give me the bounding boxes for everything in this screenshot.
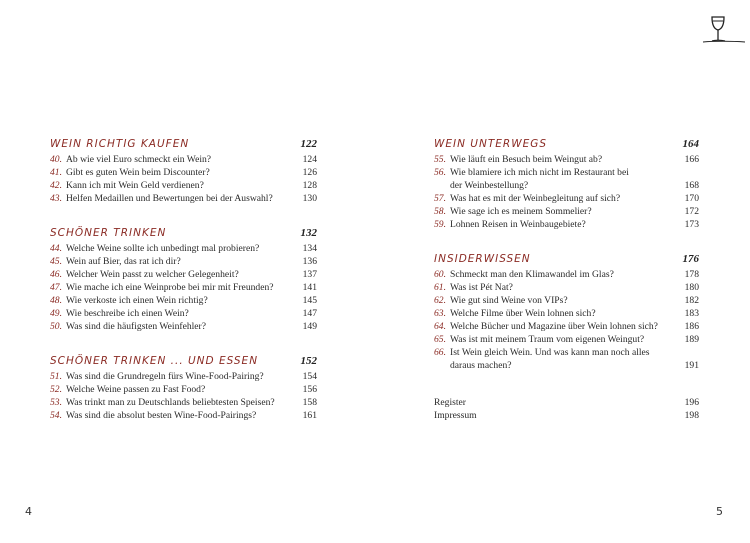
entry-page-number: 147 bbox=[302, 308, 317, 319]
entry-text: Was sind die absolut besten Wine-Food-Pairings? bbox=[66, 410, 257, 421]
entry-text: Was ist Pét Nat? bbox=[450, 282, 513, 293]
toc-section bbox=[50, 225, 317, 333]
entry-question bbox=[50, 281, 274, 294]
wine-glass-icon bbox=[702, 14, 746, 48]
entry-question bbox=[50, 242, 259, 255]
toc-entry bbox=[50, 294, 317, 307]
toc-entry bbox=[434, 205, 699, 218]
toc-section bbox=[434, 251, 699, 372]
toc-entry bbox=[50, 179, 317, 192]
toc-entry bbox=[50, 153, 317, 166]
entry-text: Ist Wein gleich Wein. Und was kann man noch alles bbox=[450, 347, 650, 358]
entry-text: Wie blamiere ich mich nicht im Restaurant bei bbox=[450, 167, 629, 178]
toc-left-column bbox=[50, 136, 317, 442]
entry-page-number: 134 bbox=[302, 243, 317, 254]
section-heading bbox=[434, 136, 699, 152]
entry-text: Was sind die Grundregeln fürs Wine-Food-Pairing? bbox=[66, 371, 264, 382]
entry-number: 46. bbox=[50, 269, 62, 280]
entry-page-number: 170 bbox=[684, 193, 699, 204]
entry-text: Was sind die häufigsten Weinfehler? bbox=[66, 321, 207, 332]
entry-page-number: 136 bbox=[302, 256, 317, 267]
entry-question bbox=[434, 294, 568, 307]
entry-page-number: 173 bbox=[684, 219, 699, 230]
entry-page-number: 168 bbox=[684, 180, 699, 191]
toc-entry bbox=[50, 396, 317, 409]
entry-text: Welche Weine passen zu Fast Food? bbox=[66, 384, 206, 395]
entry-text: Ab wie viel Euro schmeckt ein Wein? bbox=[66, 154, 212, 165]
entry-page-number: 178 bbox=[684, 269, 699, 280]
entry-number: 53. bbox=[50, 397, 62, 408]
entry-page-number: 137 bbox=[302, 269, 317, 280]
toc-entry bbox=[50, 307, 317, 320]
entry-page-number: 161 bbox=[302, 410, 317, 421]
toc-entry bbox=[434, 166, 699, 179]
entry-question bbox=[50, 153, 211, 166]
entry-text: Kann ich mit Wein Geld verdienen? bbox=[66, 180, 204, 191]
entry-page-number: 180 bbox=[684, 282, 699, 293]
entry-text: Helfen Medaillen und Bewertungen bei der Auswahl? bbox=[66, 193, 273, 204]
entry-question bbox=[434, 307, 596, 320]
entry-question bbox=[434, 359, 512, 372]
entry-question bbox=[50, 179, 204, 192]
entry-page-number: 141 bbox=[302, 282, 317, 293]
entry-question bbox=[50, 396, 275, 409]
section-page-number: 164 bbox=[682, 138, 699, 150]
toc-section bbox=[434, 136, 699, 231]
entry-question bbox=[434, 166, 629, 179]
toc-entry bbox=[434, 192, 699, 205]
section-title: SCHÖNER TRINKEN ... UND ESSEN bbox=[50, 355, 259, 367]
entry-text: Was hat es mit der Weinbegleitung auf sich? bbox=[450, 193, 621, 204]
entry-page-number: 156 bbox=[302, 384, 317, 395]
entry-number: 57. bbox=[434, 193, 446, 204]
entry-text: Was trinkt man zu Deutschlands beliebtesten Speisen? bbox=[66, 397, 275, 408]
entry-text: Wie mache ich eine Weinprobe bei mir mit Freunden? bbox=[66, 282, 274, 293]
toc-entry bbox=[50, 383, 317, 396]
entry-question bbox=[434, 218, 586, 231]
entry-question bbox=[50, 307, 189, 320]
toc-entry bbox=[50, 370, 317, 383]
entry-number: 49. bbox=[50, 308, 62, 319]
entry-question bbox=[50, 255, 181, 268]
entry-number: 64. bbox=[434, 321, 446, 332]
entry-number: 65. bbox=[434, 334, 446, 345]
entry-question bbox=[50, 383, 205, 396]
entry-text: Impressum bbox=[434, 410, 477, 421]
entry-page-number: 145 bbox=[302, 295, 317, 306]
toc-entry bbox=[50, 281, 317, 294]
toc-appendix bbox=[434, 396, 699, 422]
entry-number: 54. bbox=[50, 410, 62, 421]
entry-number: 59. bbox=[434, 219, 446, 230]
entry-page-number: 198 bbox=[684, 410, 699, 421]
entry-page-number: 126 bbox=[302, 167, 317, 178]
entry-page-number: 186 bbox=[684, 321, 699, 332]
entry-number: 62. bbox=[434, 295, 446, 306]
entry-text: Wein auf Bier, das rat ich dir? bbox=[66, 256, 181, 267]
entry-page-number: 128 bbox=[302, 180, 317, 191]
toc-entry bbox=[434, 359, 699, 372]
entry-question bbox=[434, 192, 620, 205]
toc-entry bbox=[434, 218, 699, 231]
entry-text: Register bbox=[434, 397, 466, 408]
entry-number: 60. bbox=[434, 269, 446, 280]
entry-question bbox=[434, 333, 644, 346]
entry-number: 50. bbox=[50, 321, 62, 332]
entry-page-number: 166 bbox=[684, 154, 699, 165]
page-number-left: 4 bbox=[25, 505, 32, 518]
section-page-number: 152 bbox=[300, 355, 317, 367]
entry-number: 44. bbox=[50, 243, 62, 254]
entry-page-number: 172 bbox=[684, 206, 699, 217]
entry-question bbox=[50, 370, 264, 383]
entry-number: 58. bbox=[434, 206, 446, 217]
entry-question bbox=[50, 166, 210, 179]
entry-page-number: 191 bbox=[684, 360, 699, 371]
entry-text: daraus machen? bbox=[450, 360, 512, 371]
section-page-number: 132 bbox=[300, 227, 317, 239]
toc-section bbox=[50, 136, 317, 205]
section-title: WEIN RICHTIG KAUFEN bbox=[50, 138, 190, 150]
entry-question bbox=[50, 192, 273, 205]
toc-right-column bbox=[434, 136, 699, 422]
section-heading bbox=[50, 136, 317, 152]
entry-text: Lohnen Reisen in Weinbaugebiete? bbox=[450, 219, 586, 230]
toc-entry bbox=[50, 192, 317, 205]
entry-text: Welche Weine sollte ich unbedingt mal probieren? bbox=[66, 243, 260, 254]
entry-question bbox=[434, 268, 614, 281]
entry-page-number: 158 bbox=[302, 397, 317, 408]
entry-text: Welche Bücher und Magazine über Wein lohnen sich? bbox=[450, 321, 658, 332]
toc-entry bbox=[434, 320, 699, 333]
entry-number: 41. bbox=[50, 167, 62, 178]
entry-page-number: 182 bbox=[684, 295, 699, 306]
entry-text: Wie verkoste ich einen Wein richtig? bbox=[66, 295, 208, 306]
entry-number: 47. bbox=[50, 282, 62, 293]
section-heading bbox=[50, 353, 317, 369]
toc-entry bbox=[50, 409, 317, 422]
toc-entry bbox=[434, 268, 699, 281]
entry-text: Was ist mit meinem Traum vom eigenen Weingut? bbox=[450, 334, 645, 345]
section-title: SCHÖNER TRINKEN bbox=[50, 227, 167, 239]
appendix-entry bbox=[434, 409, 699, 422]
entry-text: Wie gut sind Weine von VIPs? bbox=[450, 295, 568, 306]
entry-number: 48. bbox=[50, 295, 62, 306]
toc-entry bbox=[50, 242, 317, 255]
entry-page-number: 149 bbox=[302, 321, 317, 332]
entry-page-number: 124 bbox=[302, 154, 317, 165]
entry-text: Schmeckt man den Klimawandel im Glas? bbox=[450, 269, 614, 280]
section-title: INSIDERWISSEN bbox=[434, 253, 531, 265]
entry-question bbox=[434, 179, 528, 192]
entry-text: der Weinbestellung? bbox=[450, 180, 529, 191]
section-heading bbox=[434, 251, 699, 267]
entry-number: 45. bbox=[50, 256, 62, 267]
entry-question bbox=[434, 281, 513, 294]
entry-page-number: 196 bbox=[684, 397, 699, 408]
entry-number: 51. bbox=[50, 371, 62, 382]
toc-entry bbox=[434, 281, 699, 294]
entry-question bbox=[434, 320, 658, 333]
entry-question bbox=[434, 153, 602, 166]
appendix-entry bbox=[434, 396, 699, 409]
toc-entry bbox=[50, 320, 317, 333]
entry-number: 42. bbox=[50, 180, 62, 191]
section-title: WEIN UNTERWEGS bbox=[434, 138, 548, 150]
toc-entry bbox=[434, 153, 699, 166]
entry-number: 40. bbox=[50, 154, 62, 165]
appendix-entry-text bbox=[434, 409, 477, 422]
entry-number: 56. bbox=[434, 167, 446, 178]
entry-text: Wie läuft ein Besuch beim Weingut ab? bbox=[450, 154, 603, 165]
entry-text: Welcher Wein passt zu welcher Gelegenheit? bbox=[66, 269, 239, 280]
entry-page-number: 130 bbox=[302, 193, 317, 204]
entry-question bbox=[50, 294, 208, 307]
appendix-entry-text bbox=[434, 396, 466, 409]
page-number-right: 5 bbox=[716, 505, 723, 518]
entry-question bbox=[50, 409, 256, 422]
toc-entry bbox=[434, 294, 699, 307]
toc-entry bbox=[434, 346, 699, 359]
entry-question bbox=[50, 268, 239, 281]
entry-page-number: 183 bbox=[684, 308, 699, 319]
entry-text: Welche Filme über Wein lohnen sich? bbox=[450, 308, 596, 319]
entry-page-number: 189 bbox=[684, 334, 699, 345]
entry-page-number: 154 bbox=[302, 371, 317, 382]
entry-question bbox=[434, 346, 650, 359]
toc-entry bbox=[434, 333, 699, 346]
section-page-number: 122 bbox=[300, 138, 317, 150]
entry-question bbox=[434, 205, 592, 218]
entry-number: 66. bbox=[434, 347, 446, 358]
entry-question bbox=[50, 320, 206, 333]
toc-entry bbox=[434, 307, 699, 320]
toc-section bbox=[50, 353, 317, 422]
section-page-number: 176 bbox=[682, 253, 699, 265]
entry-number: 55. bbox=[434, 154, 446, 165]
entry-text: Wie beschreibe ich einen Wein? bbox=[66, 308, 189, 319]
section-heading bbox=[50, 225, 317, 241]
entry-text: Gibt es guten Wein beim Discounter? bbox=[66, 167, 210, 178]
entry-number: 61. bbox=[434, 282, 446, 293]
toc-entry bbox=[50, 255, 317, 268]
entry-number: 63. bbox=[434, 308, 446, 319]
toc-entry bbox=[50, 268, 317, 281]
toc-entry bbox=[50, 166, 317, 179]
entry-number: 43. bbox=[50, 193, 62, 204]
toc-entry bbox=[434, 179, 699, 192]
entry-text: Wie sage ich es meinem Sommelier? bbox=[450, 206, 592, 217]
entry-number: 52. bbox=[50, 384, 62, 395]
